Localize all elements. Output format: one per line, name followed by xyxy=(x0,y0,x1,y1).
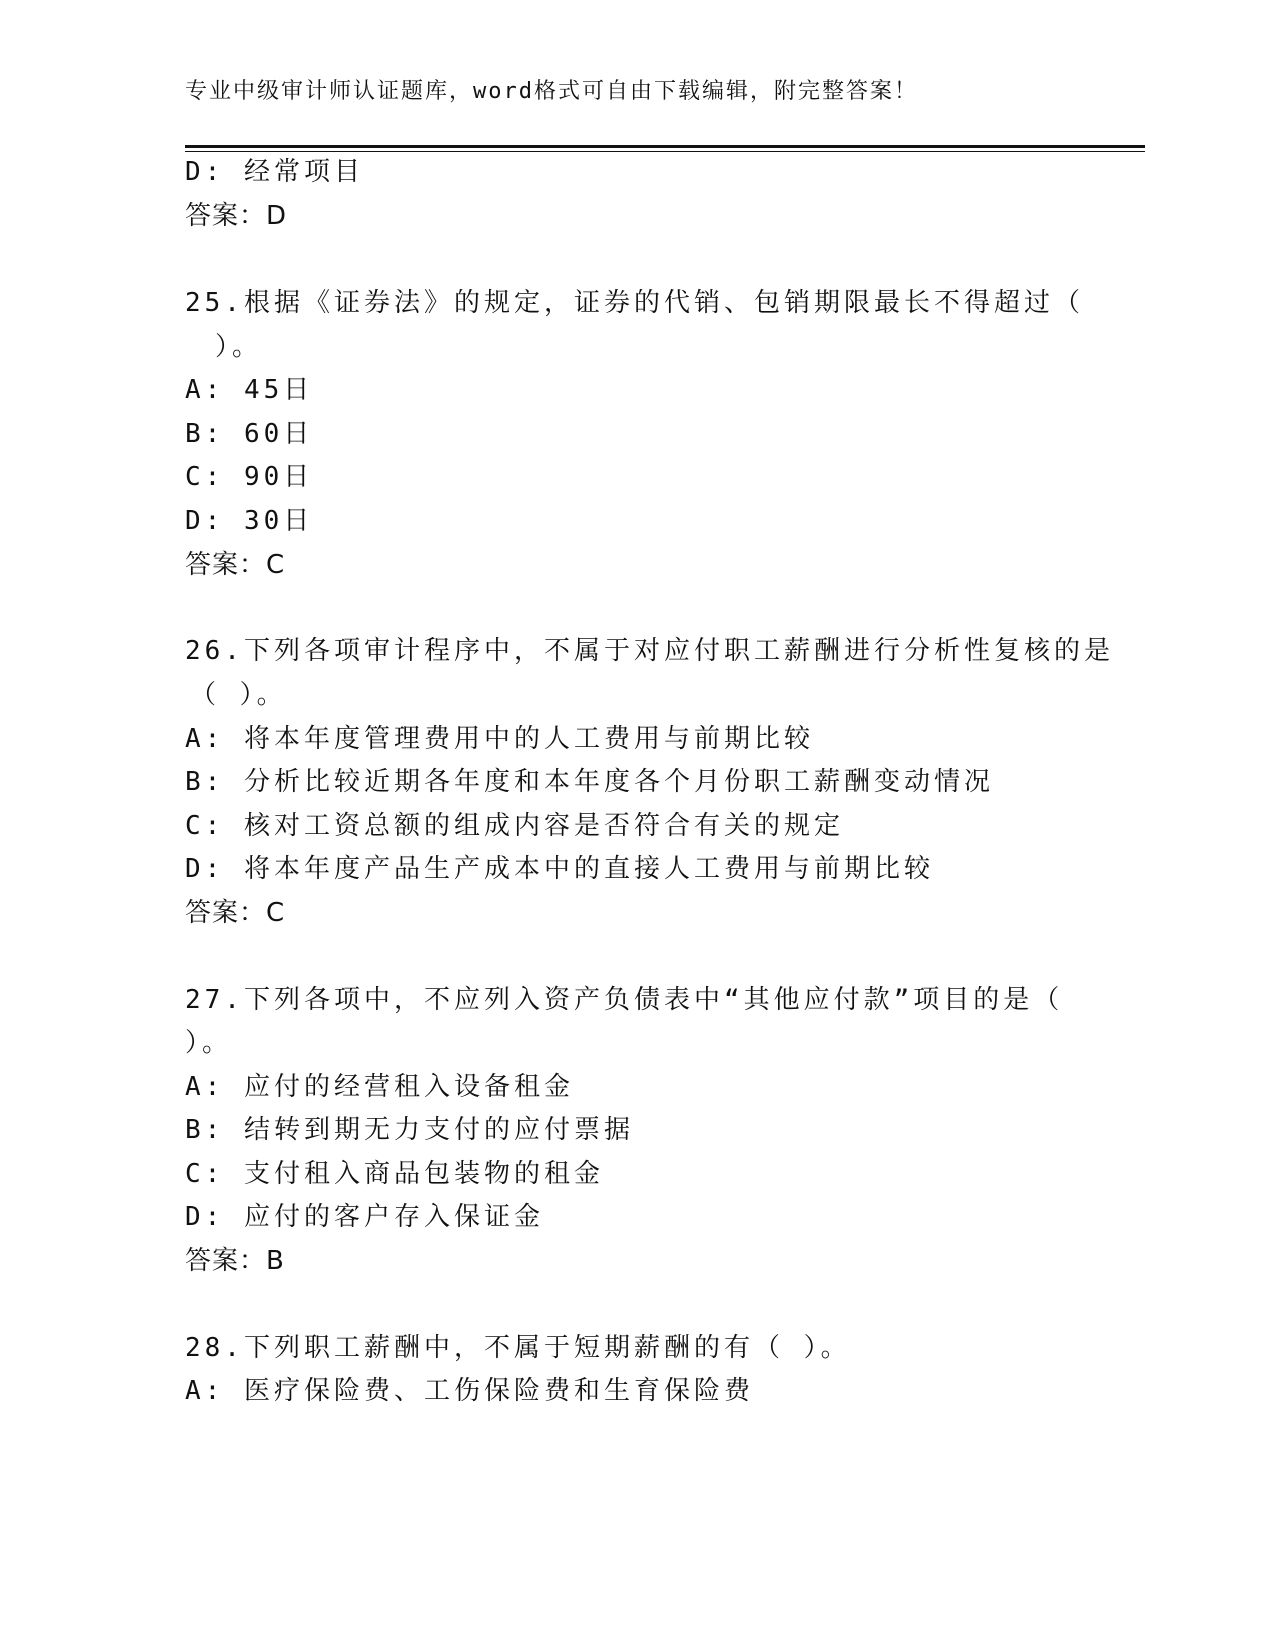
q26-option-d: D: 将本年度产品生产成本中的直接人工费用与前期比较 xyxy=(185,854,934,884)
q26-stem-line2: （ ）。 xyxy=(190,680,287,710)
q25-option-b: B: 60日 xyxy=(185,419,314,449)
q25-stem-line2: ）。 xyxy=(215,332,263,362)
q26-option-a: A: 将本年度管理费用中的人工费用与前期比较 xyxy=(185,724,814,754)
prev-answer: 答案：D xyxy=(185,201,288,231)
q28-option-a: A: 医疗保险费、工伤保险费和生育保险费 xyxy=(185,1376,754,1406)
header-rule-thick xyxy=(185,145,1145,148)
q27-stem-line2: ）。 xyxy=(185,1028,233,1058)
q26-option-b: B: 分析比较近期各年度和本年度各个月份职工薪酬变动情况 xyxy=(185,767,994,797)
q27-option-d: D: 应付的客户存入保证金 xyxy=(185,1202,544,1232)
q25-answer: 答案：C xyxy=(185,550,286,580)
q25-option-a: A: 45日 xyxy=(185,375,314,405)
q27-option-a: A: 应付的经营租入设备租金 xyxy=(185,1072,574,1102)
q27-option-b: B: 结转到期无力支付的应付票据 xyxy=(185,1115,634,1145)
header-rule-thin xyxy=(185,151,1145,152)
q27-answer: 答案：B xyxy=(185,1246,285,1276)
q26-option-c: C: 核对工资总额的组成内容是否符合有关的规定 xyxy=(185,811,844,841)
q27-stem-line1: 27.下列各项中，不应列入资产负债表中“其他应付款”项目的是（ xyxy=(185,985,1064,1015)
q25-option-d: D: 30日 xyxy=(185,506,314,536)
q26-answer: 答案：C xyxy=(185,898,286,928)
q25-option-c: C: 90日 xyxy=(185,462,314,492)
prev-option-d: D: 经常项目 xyxy=(185,157,364,187)
q26-stem-line1: 26.下列各项审计程序中，不属于对应付职工薪酬进行分析性复核的是 xyxy=(185,636,1114,666)
q25-stem-line1: 25.根据《证券法》的规定，证券的代销、包销期限最长不得超过（ xyxy=(185,288,1084,318)
q27-option-c: C: 支付租入商品包装物的租金 xyxy=(185,1159,604,1189)
page-header: 专业中级审计师认证题库，word格式可自由下载编辑，附完整答案！ xyxy=(185,79,918,104)
q28-stem-line1: 28.下列职工薪酬中，不属于短期薪酬的有（ ）。 xyxy=(185,1333,851,1363)
